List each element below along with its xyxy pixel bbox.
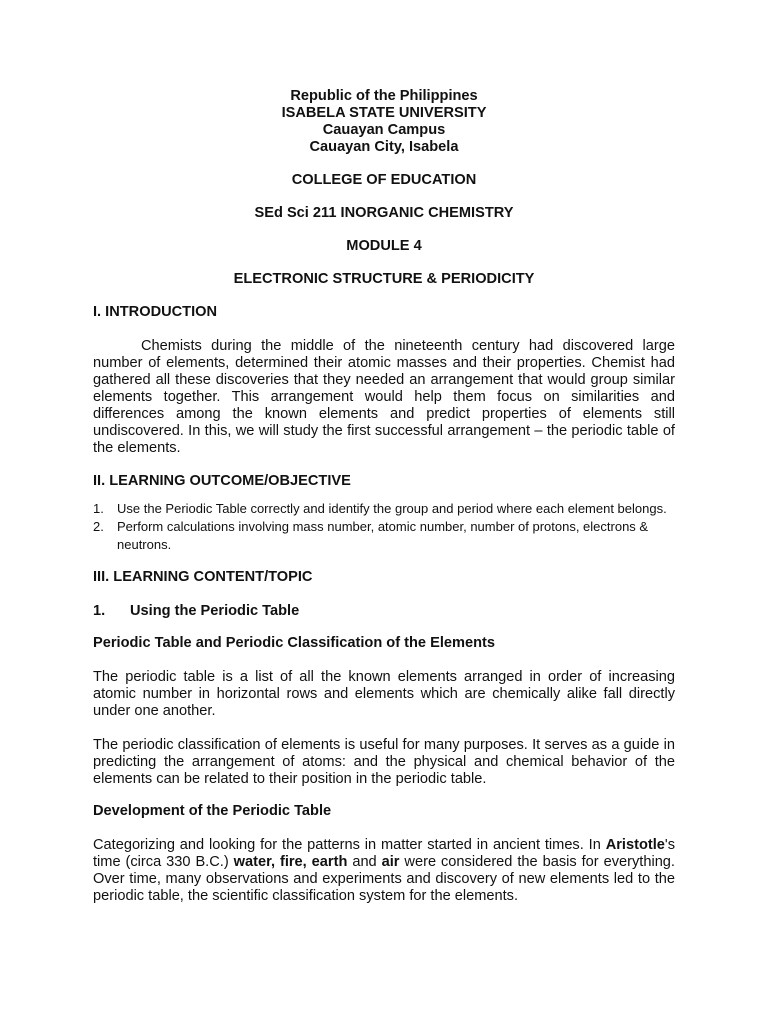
introduction-paragraph: Chemists during the middle of the nineteenth century had discovered large number of elements, determined their atomic masses and their properties. Chemist had gathered all these discoveries that they needed an arrangement that would group similar elements together. This arrangement would help them focus on similarities and differences among the known elements and predict properties of elements still undiscovered. In this, we will study the first successful arrangement – the periodic table of the elements. [93,338,675,456]
periodic-classification-paragraph: The periodic classification of elements is useful for many purposes. It serves as a guide in predicting the arrangement of atoms: and the physical and chemical behavior of the elements can be related to their position in the periodic table. [93,737,675,787]
subsection-heading-development: Development of the Periodic Table [93,803,332,819]
topic-title: Using the Periodic Table [130,603,300,619]
content-heading: III. LEARNING CONTENT/TOPIC [93,569,313,585]
development-text-c: were considered the basis for everything. Over time, many observations and experiments and discovery of new elements led to the periodic table, the scientific classification system for the elements. [93,854,675,904]
module-title: ELECTRONIC STRUCTURE & PERIODICITY [233,271,535,287]
introduction-heading: I. INTRODUCTION [93,304,218,320]
course-title: SEd Sci 211 INORGANIC CHEMISTRY [254,205,514,221]
objectives-list [93,500,675,554]
topic-heading [93,603,675,620]
list-item-number: 1. [93,501,104,516]
development-text-and: and [347,854,382,870]
campus-city: Cauayan City, Isabela [309,139,459,155]
development-text-a: Categorizing and looking for the patterns in matter started in ancient times. In [93,837,606,853]
module-number: MODULE 4 [346,238,422,254]
document-page [93,88,675,905]
classical-elements-text: water, fire, earth [233,854,348,870]
development-paragraph [93,837,675,905]
list-item [93,500,675,518]
topic-number: 1. [93,603,106,619]
document-header [93,88,675,288]
list-item-text: Perform calculations involving mass number, atomic number, number of protons, electrons & neutrons. [117,519,649,552]
subsection-heading-periodic-classification: Periodic Table and Periodic Classification of the Elements [93,635,495,651]
objectives-heading: II. LEARNING OUTCOME/OBJECTIVE [93,473,351,489]
development-text-b: 's time (circa 330 B.C.) [93,837,675,870]
university-name: ISABELA STATE UNIVERSITY [281,105,487,121]
list-item-number: 2. [93,519,104,534]
list-item [93,518,675,554]
periodic-table-definition-paragraph: The periodic table is a list of all the known elements arranged in order of increasing atomic number in horizontal rows and elements which are chemically alike fall directly under one another. [93,669,675,719]
republic-line: Republic of the Philippines [290,88,478,104]
campus-name: Cauayan Campus [322,122,446,138]
air-text: air [381,854,400,870]
list-item-text: Use the Periodic Table correctly and identify the group and period where each element belongs. [117,501,667,516]
college-name: COLLEGE OF EDUCATION [291,172,477,188]
aristotle-name: Aristotle [605,837,665,853]
